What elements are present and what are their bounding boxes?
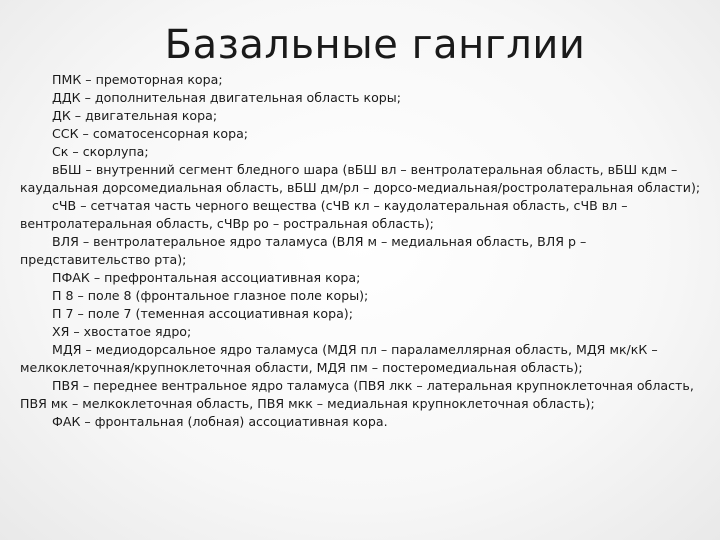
abbreviation-item-vlya: ВЛЯ – вентролатеральное ядро таламуса (ВЛЯ м – медиальная область, ВЛЯ р – представительство рта); (20, 234, 587, 267)
abbreviation-item-fak: ФАК – фронтальная (лобная) ассоциативная кора. (52, 414, 388, 429)
abbreviation-item-pvya: ПВЯ – переднее вентральное ядро таламуса (ПВЯ лкк – латеральная крупноклеточная область, ПВЯ мк – мелкоклеточная область, ПВЯ мкк – медиальная крупноклеточная область); (20, 378, 694, 411)
abbreviation-item-pmk: ПМК – премоторная кора; (52, 72, 223, 87)
abbreviation-item-vbsh: вБШ – внутренний сегмент бледного шара (вБШ вл – вентролатеральная область, вБШ кдм – каудальная дорсомедиальная область, вБШ дм/рл – дорсо-медиальная/ростролатеральная области); (20, 162, 701, 195)
abbreviation-item-schv: сЧВ – сетчатая часть черного вещества (сЧВ кл – каудолатеральная область, сЧВ вл – вентролатеральная область, сЧВр ро – ростральная область); (20, 198, 628, 231)
abbreviation-item-hya: ХЯ – хвостатое ядро; (52, 324, 192, 339)
abbreviation-item-mdya: МДЯ – медиодорсальное ядро таламуса (МДЯ пл – параламеллярная область, МДЯ мк/кК – мелкоклеточная/крупноклеточная области, МДЯ пм – постеромедиальная область); (20, 342, 658, 375)
slide-title: Базальные ганглии (164, 22, 586, 68)
abbreviation-item-pfak: ПФАК – префронтальная ассоциативная кора; (52, 270, 361, 285)
abbreviation-item-ddk: ДДК – дополнительная двигательная область коры; (52, 90, 401, 105)
abbreviation-list (20, 71, 706, 431)
abbreviation-item-dk: ДК – двигательная кора; (52, 108, 218, 123)
abbreviation-item-p7: П 7 – поле 7 (теменная ассоциативная кора); (52, 306, 353, 321)
abbreviation-item-ssk: ССК – соматосенсорная кора; (52, 126, 249, 141)
abbreviation-item-p8: П 8 – поле 8 (фронтальное глазное поле коры); (52, 288, 369, 303)
abbreviation-item-sk: Ск – скорлупа; (52, 144, 149, 159)
